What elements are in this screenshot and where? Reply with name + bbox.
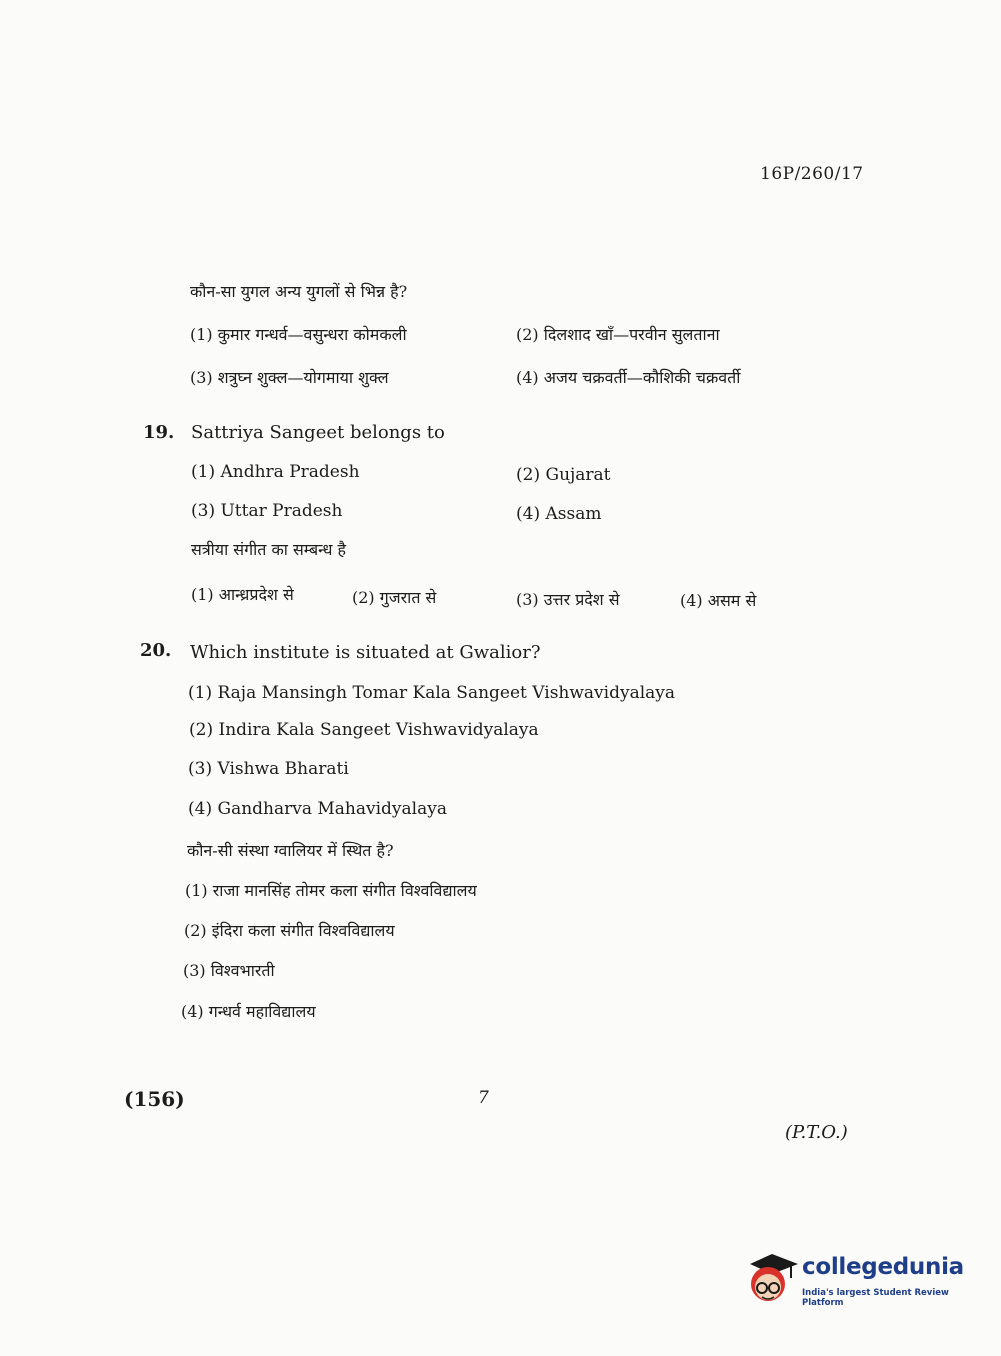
q20-option-en-1: (1) Raja Mansingh Tomar Kala Sangeet Vishwavidyalaya [188,683,676,703]
q20-option-hi-4: (4) गन्धर्व महाविद्यालय [181,1002,316,1021]
page-number: 7 [478,1088,489,1108]
q19-option-hi-4: (4) असम से [680,591,757,610]
q19-number: 19. [143,422,175,443]
q20-option-en-3: (3) Vishwa Bharati [188,759,349,779]
q18-option-1: (1) कुमार गन्धर्व—वसुन्धरा कोमकली [190,325,407,344]
q19-option-en-4: (4) Assam [516,504,602,524]
q20-option-hi-3: (3) विश्वभारती [183,961,275,980]
q18-option-3: (3) शत्रुघ्न शुक्ल—योगमाया शुक्ल [190,368,389,387]
q19-question-english: Sattriya Sangeet belongs to [191,422,445,443]
q20-number: 20. [140,640,172,661]
q18-question-hindi: कौन-सा युगल अन्य युगलों से भिन्न है? [190,282,408,301]
q20-question-hindi: कौन-सी संस्था ग्वालियर में स्थित है? [187,841,394,860]
q19-option-hi-3: (3) उत्तर प्रदेश से [516,590,620,609]
collegedunia-tagline: India's largest Student Review Platform [802,1288,949,1308]
q18-option-4: (4) अजय चक्रवर्ती—कौशिकी चक्रवर्ती [516,368,741,387]
q19-question-hindi: सत्रीया संगीत का सम्बन्ध है [191,540,347,559]
q20-question-english: Which institute is situated at Gwalior? [190,642,541,663]
q20-option-en-4: (4) Gandharva Mahavidyalaya [188,799,447,819]
collegedunia-watermark [742,1250,972,1310]
q19-option-en-1: (1) Andhra Pradesh [191,462,360,482]
q20-option-en-2: (2) Indira Kala Sangeet Vishwavidyalaya [189,720,539,740]
paper-code-header: 16P/260/17 [760,164,864,184]
q19-option-hi-2: (2) गुजरात से [352,588,437,607]
q19-option-en-3: (3) Uttar Pradesh [191,501,343,521]
q18-option-2: (2) दिलशाद खाँ—परवीन सुलताना [516,325,720,344]
q20-option-hi-1: (1) राजा मानसिंह तोमर कला संगीत विश्वविद्यालय [185,881,477,900]
paper-code-footer: (156) [124,1087,185,1111]
collegedunia-brand: collegedunia [802,1254,964,1280]
pto-label: (P.T.O.) [785,1122,848,1143]
q20-option-hi-2: (2) इंदिरा कला संगीत विश्वविद्यालय [184,921,395,940]
q19-option-en-2: (2) Gujarat [516,465,611,485]
collegedunia-mascot-icon [742,1250,800,1310]
q19-option-hi-1: (1) आन्ध्रप्रदेश से [191,585,294,604]
